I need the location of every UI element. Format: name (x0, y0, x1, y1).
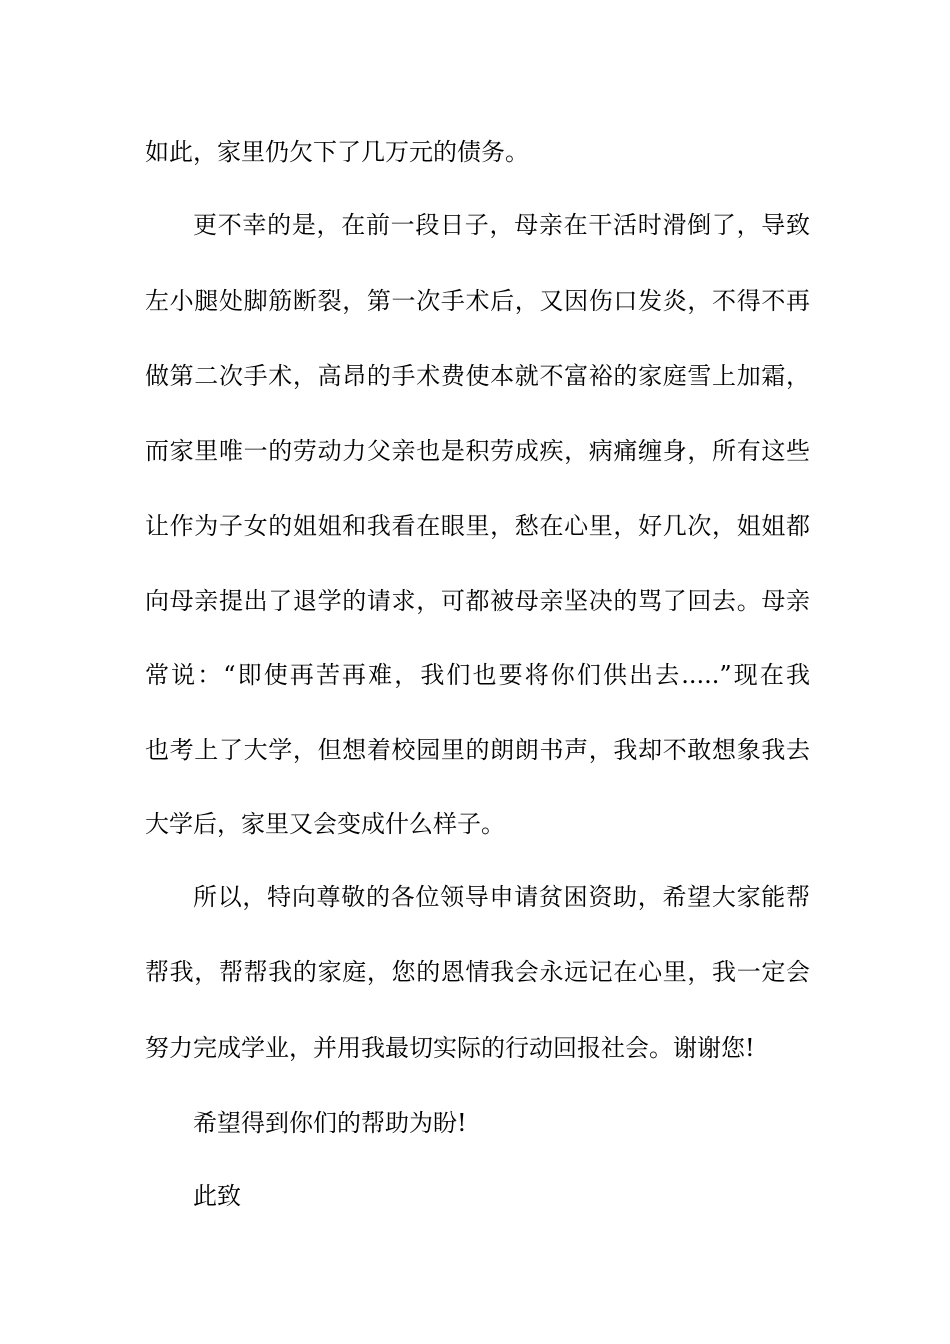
text-line: 常说：“即使再苦再难，我们也要将你们供出去.....”现在我 (145, 661, 810, 689)
paragraph-start-line: 更不幸的是，在前一段日子，母亲在干活时滑倒了，导致 (193, 211, 810, 239)
text-line: 左小腿处脚筋断裂，第一次手术后，又因伤口发炎，不得不再 (145, 287, 810, 315)
text-line: 大学后，家里又会变成什么样子。 (145, 810, 505, 838)
text-line: 也考上了大学，但想着校园里的朗朗书声，我却不敢想象我去 (145, 736, 810, 764)
closing-wish-line: 希望得到你们的帮助为盼! (193, 1109, 467, 1137)
text-line: 努力完成学业，并用我最切实际的行动回报社会。谢谢您! (145, 1034, 755, 1062)
text-line: 如此，家里仍欠下了几万元的债务。 (145, 138, 529, 166)
salutation-line: 此致 (193, 1182, 241, 1210)
text-line: 帮我，帮帮我的家庭，您的恩情我会永远记在心里，我一定会 (145, 958, 810, 986)
text-line: 做第二次手术，高昂的手术费使本就不富裕的家庭雪上加霜， (145, 362, 810, 390)
text-line: 而家里唯一的劳动力父亲也是积劳成疾，病痛缠身，所有这些 (145, 437, 810, 465)
text-line: 向母亲提出了退学的请求，可都被母亲坚决的骂了回去。母亲 (145, 587, 810, 615)
text-line: 让作为子女的姐姐和我看在眼里，愁在心里，好几次，姐姐都 (145, 512, 810, 540)
paragraph-start-line: 所以，特向尊敬的各位领导申请贫困资助，希望大家能帮 (193, 883, 810, 911)
